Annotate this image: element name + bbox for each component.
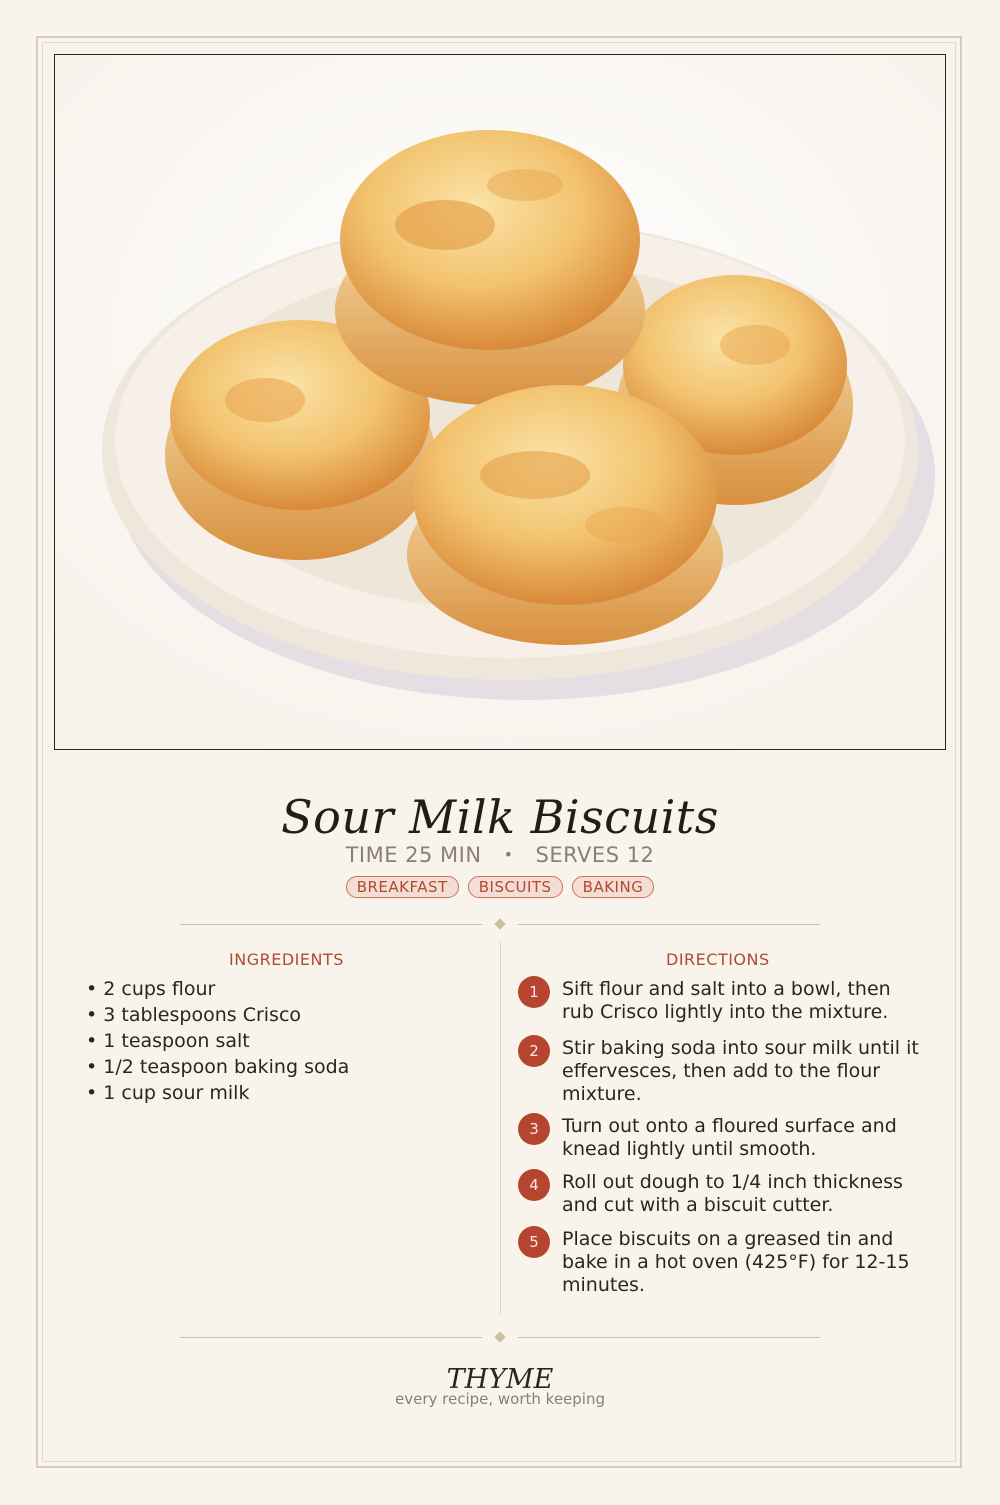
step-text: Turn out onto a floured surface and knead lightly until smooth. [562,1115,897,1160]
tag-list [0,876,1000,898]
serves-label: SERVES 12 [535,843,655,867]
tag-biscuits[interactable]: BISCUITS [468,876,563,898]
step-number: 3 [518,1113,550,1145]
tag-breakfast[interactable]: BREAKFAST [346,876,459,898]
ingredient-item: • 3 tablespoons Crisco [86,1002,349,1028]
ingredient-item: • 1/2 teaspoon baking soda [86,1054,349,1080]
biscuits-plate-illustration [55,55,945,749]
tag-baking[interactable]: BAKING [572,876,655,898]
step-text: Stir baking soda into sour milk until it effervesces, then add to the flour mixture. [562,1037,919,1105]
ingredient-item: • 1 cup sour milk [86,1080,349,1106]
time-label: TIME 25 MIN [345,843,482,867]
brand-logo: THYME [446,1364,554,1395]
step-text: Place biscuits on a greased tin and bake in a hot oven (425°F) for 12-15 minutes. [562,1228,910,1296]
top-divider [180,924,820,925]
ingredient-item: • 2 cups flour [86,976,349,1002]
step-number: 4 [518,1169,550,1201]
recipe-title: Sour Milk Biscuits [281,790,719,844]
step-number: 5 [518,1226,550,1258]
step-text: Roll out dough to 1/4 inch thickness and cut with a biscuit cutter. [562,1171,903,1216]
step-number: 2 [518,1035,550,1067]
ingredients-list [86,976,349,1106]
recipe-photo [54,54,946,750]
step-number: 1 [518,976,550,1008]
step-text: Sift flour and salt into a bowl, then rub Crisco lightly into the mixture. [562,978,891,1023]
column-divider [500,942,501,1314]
brand-tagline: every recipe, worth keeping [394,1390,605,1408]
recipe-meta [0,843,1000,867]
ingredient-item: • 1 teaspoon salt [86,1028,349,1054]
directions-heading: DIRECTIONS [666,950,770,969]
meta-separator: • [503,845,514,864]
ingredients-heading: INGREDIENTS [229,950,344,969]
bottom-divider [180,1337,820,1338]
